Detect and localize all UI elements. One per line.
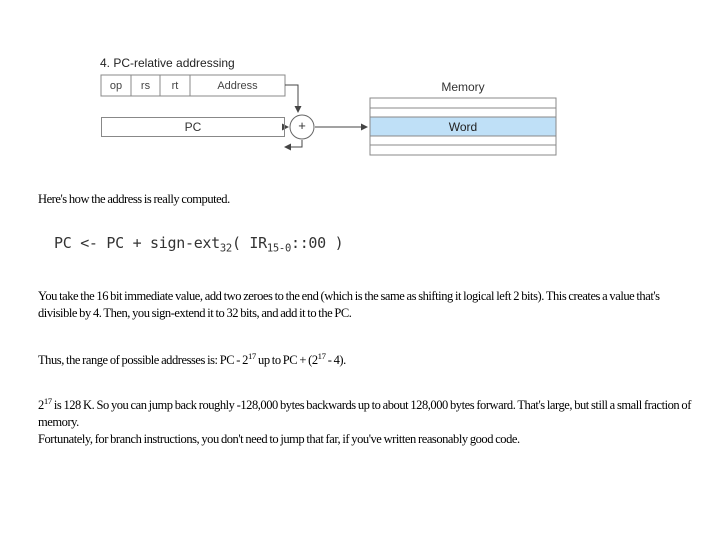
field-rs: rs bbox=[140, 79, 151, 92]
field-op: op bbox=[109, 79, 123, 92]
memory-word-label: Word bbox=[448, 120, 478, 134]
range-explanation-paragraph: $2^{17}$ is 128 K. So you can jump back roughly -128,000 bytes backwards up to about 128,000 bytes forward. That's large, but still a small fraction of memory. Fortunately, for branch instructions, you don't need to jump that far, if you've written reasonably good code. bbox=[38, 396, 691, 446]
address-range-text: Thus, the range of possible addresses is: PC - $2^{17}$ up to PC + $(2^{17} - 4)$. bbox=[38, 351, 346, 367]
diagram-heading: 4. PC-relative addressing bbox=[100, 56, 235, 70]
addressing-diagram bbox=[0, 0, 720, 200]
address-formula: PC <- PC + sign-ext$_{32}$( $IR_{15-0}::00$ ) bbox=[54, 234, 344, 255]
memory-title: Memory bbox=[441, 80, 485, 94]
adder-symbol: + bbox=[298, 118, 306, 133]
address-to-adder-arrow bbox=[285, 85, 298, 112]
field-address: Address bbox=[217, 79, 258, 92]
pc-register: PC bbox=[101, 117, 285, 137]
intro-text: Here's how the address is really computed. bbox=[38, 192, 230, 206]
field-rt: rt bbox=[171, 79, 179, 92]
explanation-paragraph: You take the 16 bit immediate value, add two zeroes to the end (which is the same as shifting it logical left 2 bits). This creates a value that's divisible by 4. Then, you sign-extend it to 32 bits, and add it to the PC. bbox=[38, 289, 660, 320]
adder-feedback-arrow bbox=[285, 140, 302, 147]
